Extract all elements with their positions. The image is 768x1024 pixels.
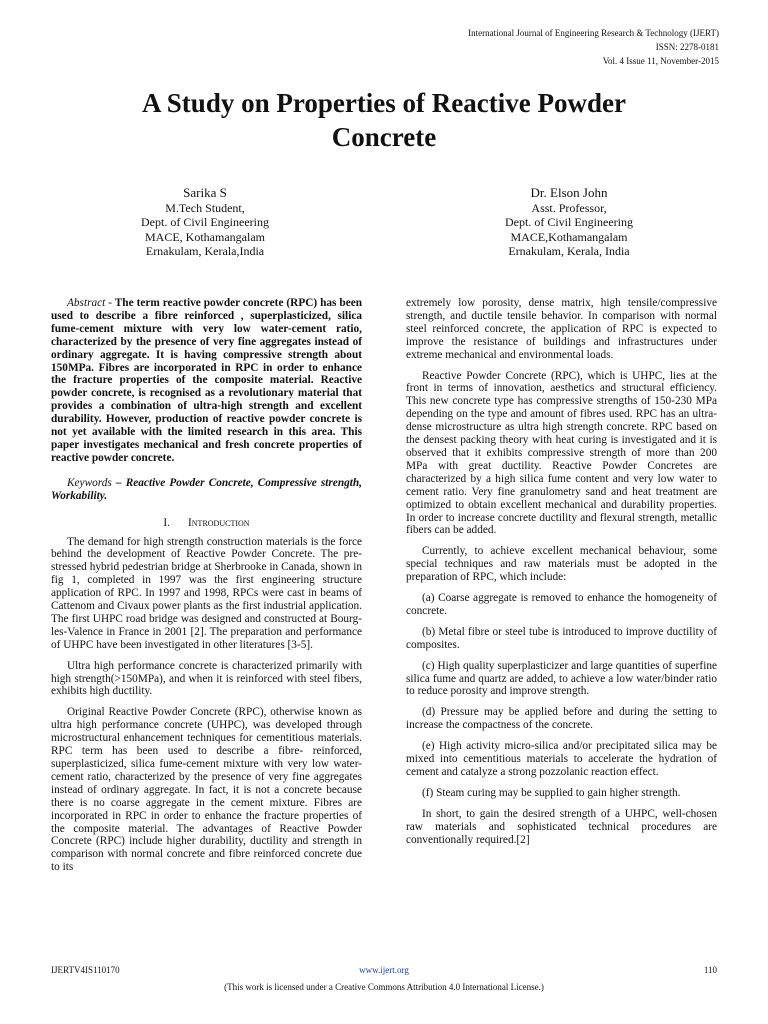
author-department: Dept. of Civil Engineering xyxy=(505,215,633,230)
section-heading-introduction xyxy=(51,517,362,530)
author-department: Dept. of Civil Engineering xyxy=(141,215,269,230)
author-institution: MACE, Kothamangalam xyxy=(145,229,265,244)
body-paragraph: Reactive Powder Concrete (RPC), which is UHPC, lies at the front in terms of innovation, aesthetics and structural efficiency. This new concrete type has compressive strengths of 150-230 MPa depending on the type and amount of fibres used. RPC has an ultra-dense microstructure as ultra high strength concrete. RPC based on the densest packing theory with heat curing is investigated and it is observed that it exhibits compressive strength of more than 200 MPa with great ductility. Reactive Powder Concretes are characterized by a high silica fume content and very low water to cement ratio. Very fine granulometry sand and heat treatment are optimized to obtain excellent mechanical and durability properties. In order to increase concrete ductility and flexural strength, metallic fibers can be added. xyxy=(406,369,717,537)
author-location: Ernakulam, Kerala,India xyxy=(145,244,265,259)
author-location: Ernakulam, Kerala, India xyxy=(508,244,630,259)
body-paragraph: Ultra high performance concrete is characterized primarily with high strength(>150MPa), and when it is reinforced with steel fibers, exhibits high ductility. xyxy=(51,659,362,698)
list-item: (d) Pressure may be applied before and during the setting to increase the compactness of the concrete. xyxy=(406,706,717,732)
list-item: (f) Steam curing may be supplied to gain higher strength. xyxy=(422,786,681,799)
journal-volume: Vol. 4 Issue 11, November-2015 xyxy=(602,56,719,66)
journal-header xyxy=(468,26,719,68)
abstract-text: The term reactive powder concrete (RPC) has been used to describe a fibre reinforced , superplasticized, silica fume-cement mixture with very low water-cement ratio, characterized by the presence of very fine aggregates instead of ordinary aggregate. It is having compressive strength about 150MPa. Fibres are incorporated in RPC in order to enhance the fracture properties of the composite material. Reactive powder concrete, is recognised as a revolutionary material that provides a combination of ultra-high strength and excellent durability. However, production of reactive powder concrete is not yet available with the limited research in this area. This paper investigates mechanical and fresh concrete properties of reactive powder concrete. xyxy=(51,297,363,464)
body-paragraph: extremely low porosity, dense matrix, high tensile/compressive strength, and ductile tensile behavior. In comparison with normal steel reinforced concrete, the application of RPC is expected to improve the resistance of buildings and infrastructures under extreme mechanical and environmental loads. xyxy=(406,297,717,361)
author-institution: MACE,Kothamangalam xyxy=(510,229,628,244)
list-item: (e) High activity micro-silica and/or precipitated silica may be mixed into cementitious materials to accelerate the hydration of cement and catalyze a strong pozzolanic reaction effect. xyxy=(406,740,717,778)
abstract xyxy=(51,297,362,465)
list-item: (b) Metal fibre or steel tube is introduced to improve ductility of composites. xyxy=(406,625,717,651)
author-name: Dr. Elson John xyxy=(530,185,608,200)
author-block-2 xyxy=(444,186,694,259)
keywords-label: Keywords xyxy=(67,476,112,489)
paper-title xyxy=(60,86,708,154)
left-column xyxy=(51,297,362,882)
section-title: Introduction xyxy=(188,516,250,529)
journal-name: International Journal of Engineering Research & Technology (IJERT) xyxy=(468,28,719,38)
author-role: M.Tech Student, xyxy=(165,200,245,215)
paper-title-line-2: Concrete xyxy=(331,122,437,152)
author-name: Sarika S xyxy=(183,185,227,200)
body-paragraph: Currently, to achieve excellent mechanical behaviour, some special techniques and raw materials must be adopted in the preparation of RPC, which include: xyxy=(406,545,717,584)
author-block-1 xyxy=(80,186,330,259)
paper-title-line-1: A Study on Properties of Reactive Powder xyxy=(142,88,626,118)
body-paragraph: In short, to gain the desired strength of a UHPC, well-chosen raw materials and sophisticated technical procedures are conventionally required.[2] xyxy=(406,807,717,846)
list-item: (a) Coarse aggregate is removed to enhance the homogeneity of concrete. xyxy=(406,592,717,617)
keywords-text: – Reactive Powder Concrete, Compressive strength, Workability. xyxy=(51,476,362,502)
page-number: 110 xyxy=(703,965,717,975)
section-number: I. xyxy=(163,516,171,529)
list-item: (c) High quality superplasticizer and large quantities of superfine silica fume and quartz are added, to achieve a low water/binder ratio to reduce porosity and improve strength. xyxy=(406,659,717,698)
author-role: Asst. Professor, xyxy=(531,200,607,215)
right-column xyxy=(406,297,717,855)
license-note: (This work is licensed under a Creative Commons Attribution 4.0 International License.) xyxy=(224,982,544,992)
paper-id: IJERTV4IS110170 xyxy=(51,965,120,975)
website-link[interactable]: www.ijert.org xyxy=(359,965,409,975)
keywords xyxy=(51,477,362,503)
journal-issn: ISSN: 2278-0181 xyxy=(655,42,719,52)
body-paragraph: The demand for high strength construction materials is the force behind the development of Reactive Powder Concrete. The pre-stressed hybrid pedestrian bridge at Sherbrooke in Canada, shown in fig 1, completed in 1997 was the first engineering structure application of RPC. In 1997 and 1998, RPCs were cast in beams of Cattenom and Civaux power plants as the first industrial application. The first UHPC road bridge was designed and constructed at Bourg-les-Valence in France in 2001 [2]. The preparation and performance of UHPC have been investigated in other literatures [3-5]. xyxy=(51,535,362,651)
abstract-label: Abstract - xyxy=(67,297,113,309)
body-paragraph: Original Reactive Powder Concrete (RPC), otherwise known as ultra high performance concrete (UHPC), was developed through microstructural enhancement techniques for cementitious materials. RPC term has been used to describe a fibre- reinforced, superplasticized, silica fume-cement mixture with very low water-cement ratio, characterized by the presence of very fine aggregates instead of ordinary aggregate. In fact, it is not a concrete because there is no coarse aggregate in the cement mixture. Fibres are incorporated in RPC in order to enhance the fracture properties of the composite material. The advantages of Reactive Powder Concrete (RPC) include higher durability, ductility and strength in comparison with normal concrete and fibre reinforced concrete due to its xyxy=(51,706,362,874)
